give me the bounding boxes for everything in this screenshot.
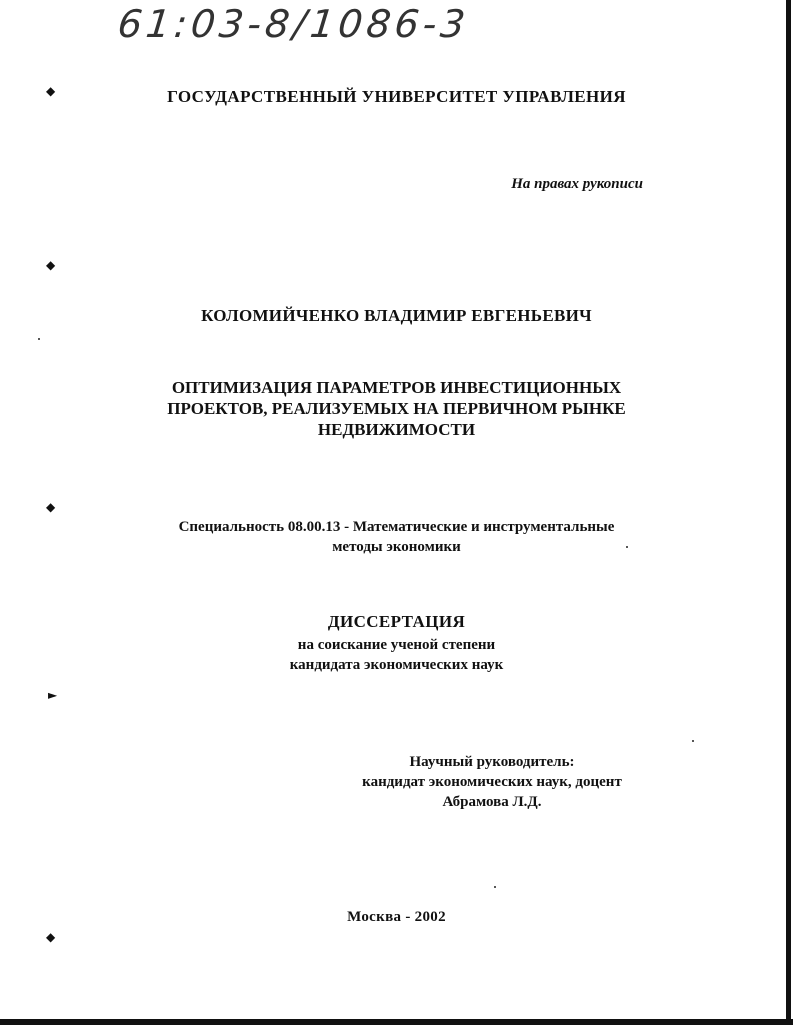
scan-speck	[494, 886, 496, 888]
scan-border-bottom	[0, 1019, 793, 1025]
advisor-label: Научный руководитель:	[409, 754, 575, 770]
handwritten-archive-code: 61:03-8/1086-3	[115, 2, 472, 46]
scientific-advisor-block	[337, 752, 647, 812]
thesis-title-line: НЕДВИЖИМОСТИ	[317, 420, 476, 439]
manuscript-rights-note: На правах рукописи	[511, 176, 643, 192]
thesis-title	[0, 377, 793, 440]
scan-margin-mark: ◆	[46, 500, 56, 514]
scan-speck	[692, 740, 694, 742]
degree-sought-line: на соискание ученой степени	[297, 637, 496, 653]
specialty-line: методы экономики	[332, 539, 461, 555]
university-name: ГОСУДАРСТВЕННЫЙ УНИВЕРСИТЕТ УПРАВЛЕНИЯ	[167, 87, 626, 106]
dissertation-heading: ДИССЕРТАЦИЯ	[327, 612, 466, 631]
scan-margin-mark: ►	[48, 688, 58, 702]
advisor-degree: кандидат экономических наук, доцент	[362, 774, 622, 790]
specialty-line: Специальность 08.00.13 - Математические и инструментальные	[178, 519, 615, 535]
author-name: КОЛОМИЙЧЕНКО ВЛАДИМИР ЕВГЕНЬЕВИЧ	[201, 306, 592, 325]
scan-margin-mark: ◆	[46, 930, 56, 944]
specialty-block	[0, 517, 793, 557]
degree-sought-block	[0, 635, 793, 675]
scan-speck	[626, 546, 628, 548]
scan-margin-mark: ◆	[46, 258, 56, 272]
scan-margin-mark: ◆	[46, 84, 56, 98]
scan-border-right	[786, 0, 791, 1025]
advisor-name: Абрамова Л.Д.	[442, 794, 542, 810]
scan-speck	[38, 338, 40, 340]
thesis-title-line: ОПТИМИЗАЦИЯ ПАРАМЕТРОВ ИНВЕСТИЦИОННЫХ	[171, 378, 622, 397]
city-and-year: Москва - 2002	[347, 909, 446, 925]
degree-sought-line: кандидата экономических наук	[289, 657, 504, 673]
thesis-title-line: ПРОЕКТОВ, РЕАЛИЗУЕМЫХ НА ПЕРВИЧНОМ РЫНКЕ	[167, 399, 626, 418]
